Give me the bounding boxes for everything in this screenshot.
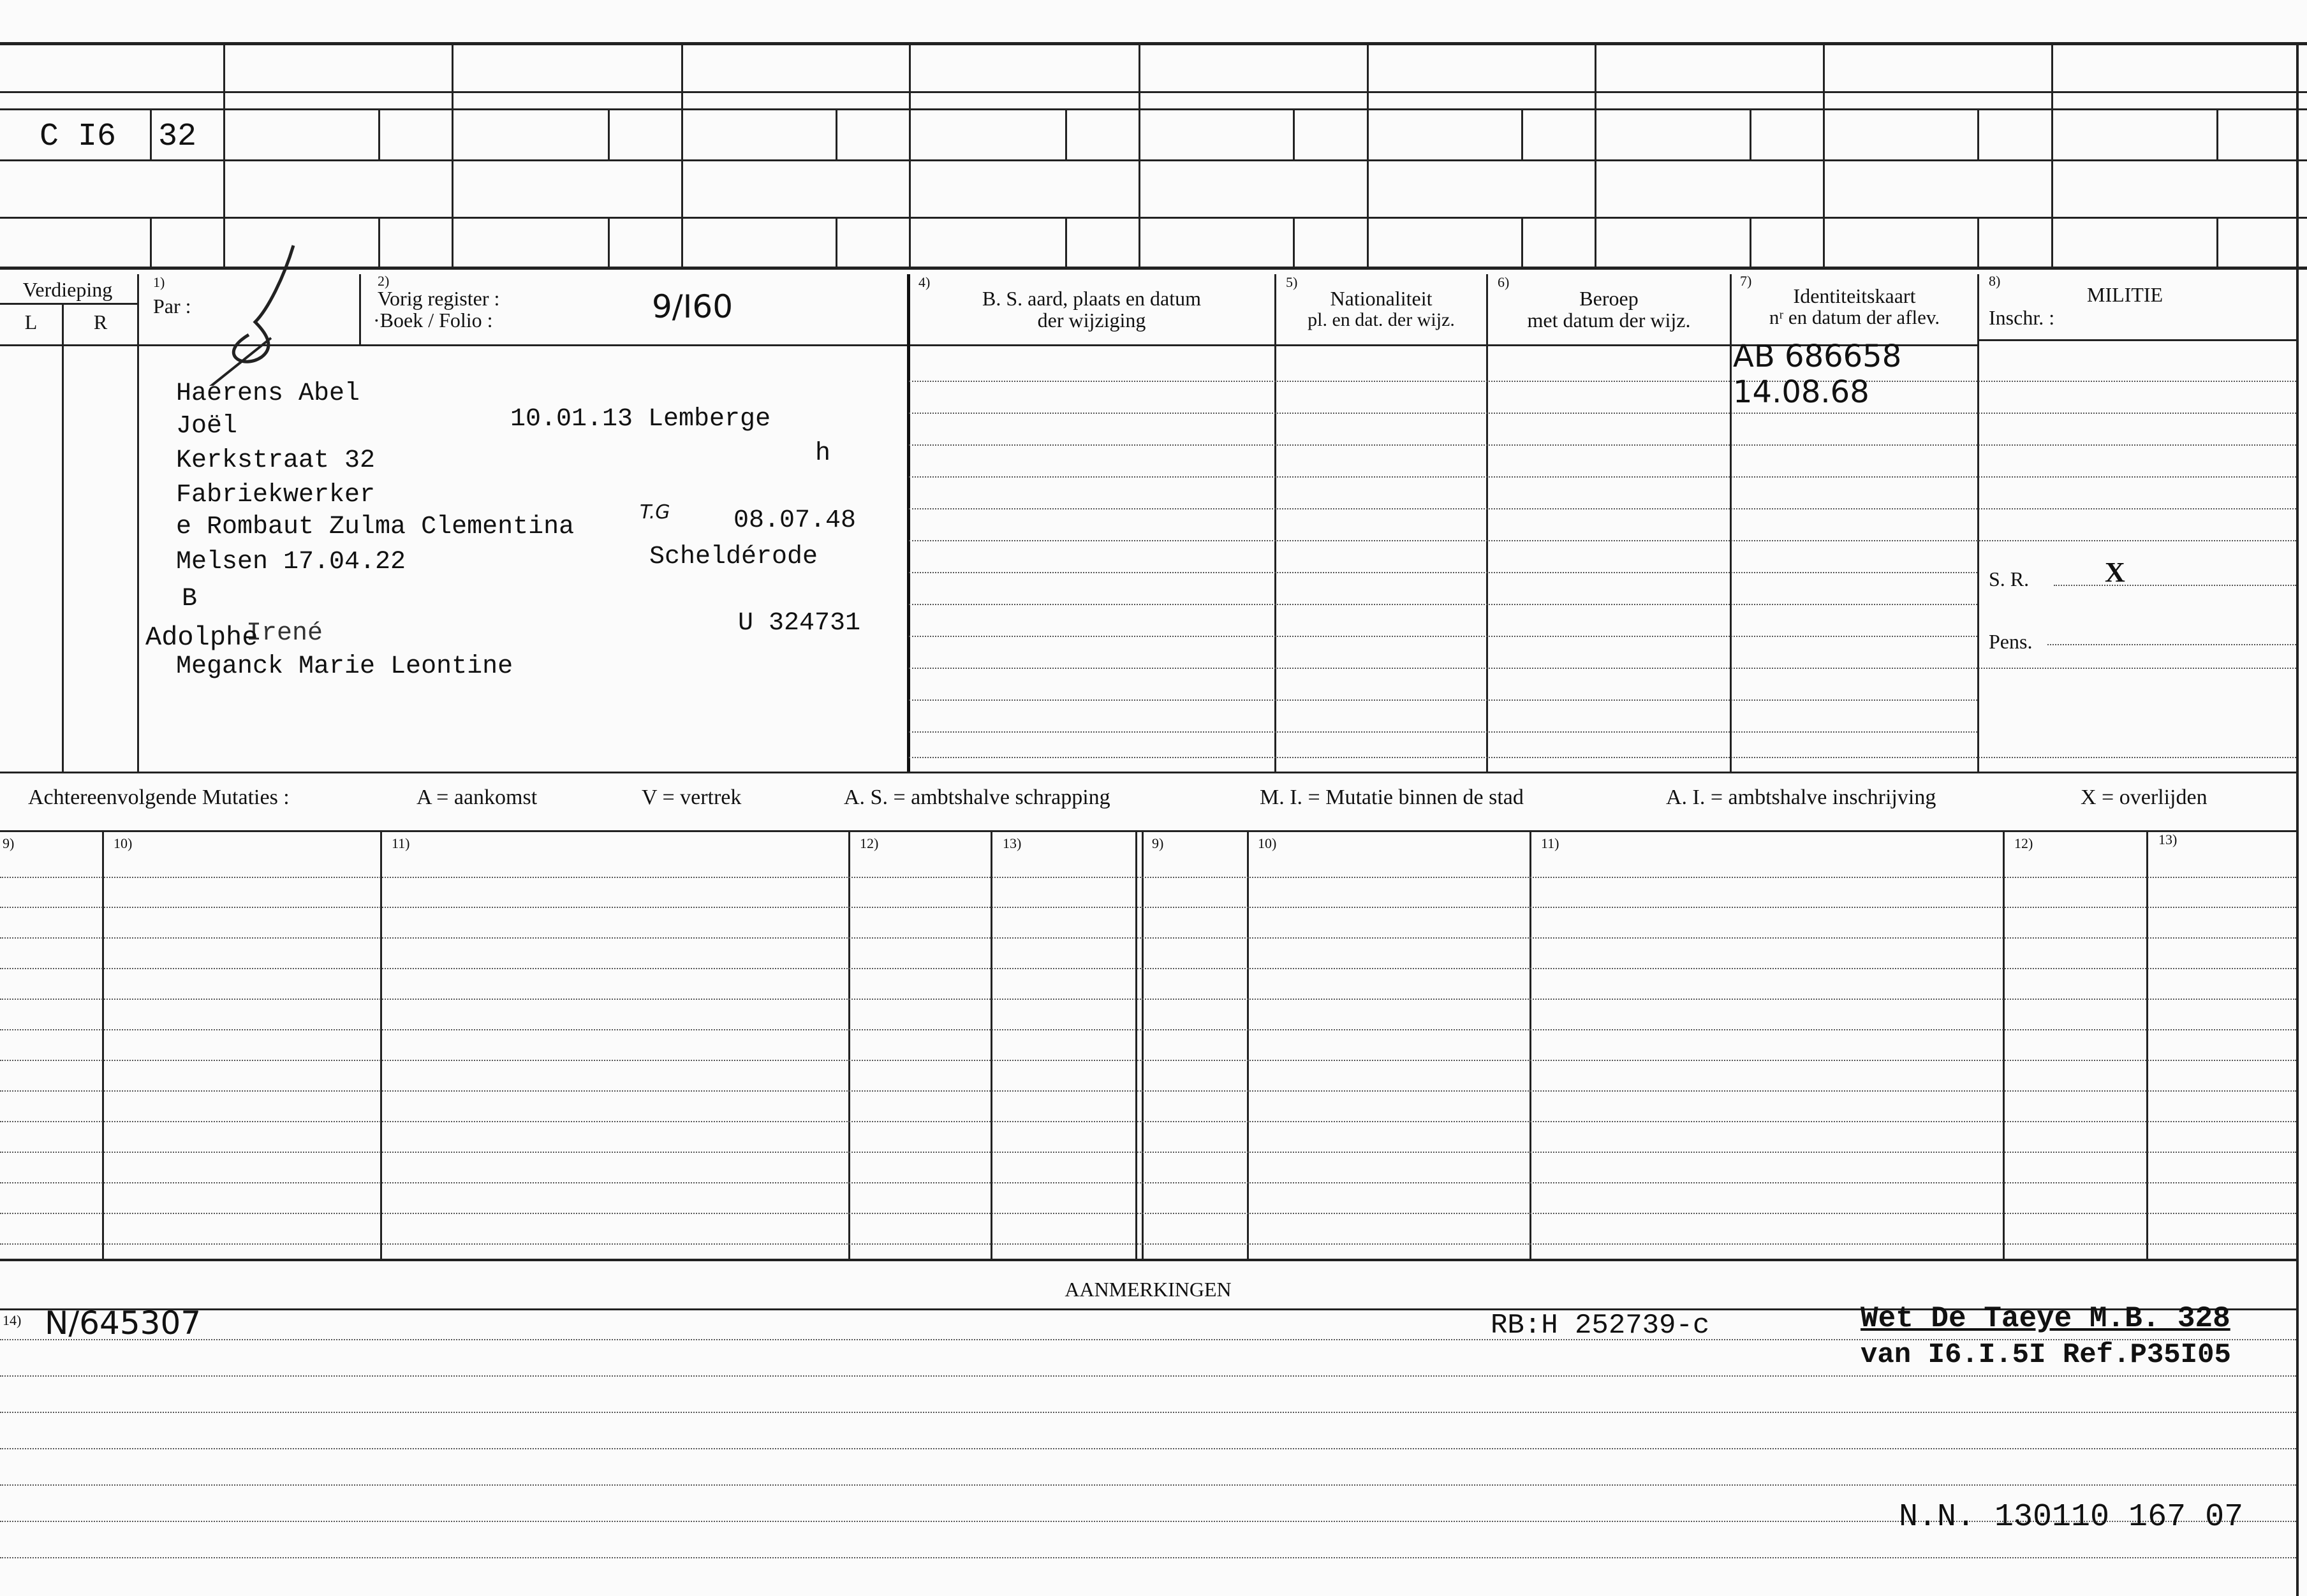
- col2-number: 2): [378, 273, 390, 289]
- person-h-mark: h: [815, 439, 831, 468]
- mutaties-title: Achtereenvolgende Mutaties :: [28, 786, 290, 809]
- person-spouse-birth: Melsen 17.04.22: [176, 548, 406, 576]
- mut-col-number: 11): [392, 835, 410, 851]
- register-code: C I6: [40, 119, 117, 155]
- col1-number: 1): [153, 274, 165, 290]
- person-profession: Fabriekwerker: [176, 481, 376, 509]
- mut-col-number: 10): [1258, 835, 1277, 851]
- person-father-overtype: Irené: [246, 619, 323, 648]
- aanmerking-rb-text: RB:H 252739-c: [1491, 1310, 1710, 1342]
- vorig-register-label: Vorig register :: [378, 287, 500, 310]
- sr-value: X: [2105, 557, 2125, 588]
- col4-header-line1: B. S. aard, plaats en datum: [982, 287, 1202, 310]
- col4-number: 4): [918, 274, 931, 290]
- sr-label: S. R.: [1989, 567, 2030, 590]
- par-mark-arrow: [207, 338, 271, 386]
- col7-number: 7): [1740, 273, 1752, 289]
- mutatie-binnen-stad: M. I. = Mutatie binnen de stad: [1260, 786, 1524, 809]
- aanmerking-rb: [1491, 1307, 1709, 1342]
- col5-number: 5): [1286, 274, 1298, 290]
- militie-title: MILITIE: [2087, 283, 2163, 306]
- par-label: Par :: [153, 295, 191, 318]
- col7-header-line1: Identiteitskaart: [1793, 284, 1916, 307]
- mut-col-number: 10): [114, 835, 133, 851]
- id-card-number: AB 686658: [1733, 339, 1902, 374]
- person-tg-mark: T.G: [640, 501, 670, 523]
- left-header: L: [24, 311, 38, 333]
- col6-header-line2: met datum der wijz.: [1527, 309, 1691, 332]
- par-mark: [191, 239, 319, 386]
- right-header: R: [93, 311, 108, 333]
- mut-col-number: 12): [2014, 835, 2033, 851]
- mut-col-number: 9): [3, 835, 15, 851]
- col6-header-line1: Beroep: [1579, 287, 1639, 310]
- mutatie-schrapping: A. S. = ambtshalve schrapping: [844, 786, 1110, 809]
- mut-col-number: 9): [1152, 835, 1164, 851]
- person-mother: Meganck Marie Leontine: [176, 652, 513, 681]
- wet-line-2: van I6.I.5I Ref.P35I05: [1861, 1339, 2231, 1371]
- col8-number: 8): [1989, 273, 2001, 289]
- mut-col-number: 13): [2158, 831, 2178, 847]
- col7-header-line2: nʳ en datum der aflev.: [1769, 306, 1940, 328]
- verdieping-header: Verdieping: [22, 278, 113, 301]
- mutatie-aankomst: A = aankomst: [416, 786, 538, 809]
- person-code: U 324731: [738, 609, 861, 638]
- person-spouse: e Rombaut Zulma Clementina: [176, 513, 575, 541]
- col5-header-line1: Nationaliteit: [1330, 287, 1433, 310]
- id-card-date: 14.08.68: [1733, 374, 1869, 410]
- person-address: Kerkstraat 32: [176, 446, 376, 475]
- person-b-mark: B: [182, 585, 198, 613]
- col4-header-line2: der wijziging: [1037, 309, 1146, 332]
- person-father: Adolphe: [145, 622, 258, 653]
- nn-number: N.N. 130110 167 07: [1899, 1499, 2244, 1535]
- vorig-register-value: 9/I60: [652, 288, 733, 325]
- person-marriage-date: 08.07.48: [733, 506, 857, 535]
- person-name: Haerens Abel: [176, 379, 360, 408]
- aanmerking-ref: N/645307: [45, 1305, 202, 1342]
- mutatie-overlijden: X = overlijden: [2081, 786, 2207, 809]
- pens-label: Pens.: [1989, 630, 2033, 653]
- wet-line-1: Wet De Taeye M.B. 328: [1861, 1302, 2230, 1335]
- aanmerkingen-number: 14): [3, 1312, 22, 1328]
- mut-col-number: 12): [860, 835, 879, 851]
- inschr-label: Inschr. :: [1989, 306, 2055, 329]
- mutatie-inschrijving: A. I. = ambtshalve inschrijving: [1666, 786, 1936, 809]
- mut-col-number: 11): [1541, 835, 1559, 851]
- mutatie-vertrek: V = vertrek: [642, 786, 742, 809]
- person-birth: 10.01.13 Lemberge: [510, 405, 771, 434]
- col5-header-line2: pl. en dat. der wijz.: [1308, 309, 1455, 330]
- register-number: 32: [158, 119, 197, 155]
- col6-number: 6): [1498, 274, 1510, 290]
- aanmerkingen-title: AANMERKINGEN: [1065, 1278, 1232, 1301]
- mut-col-number: 13): [1003, 835, 1022, 851]
- boek-folio-label: ·Boek / Folio :: [373, 309, 493, 332]
- person-first-name: Joël: [176, 412, 238, 441]
- person-place: Scheldérode: [649, 543, 818, 571]
